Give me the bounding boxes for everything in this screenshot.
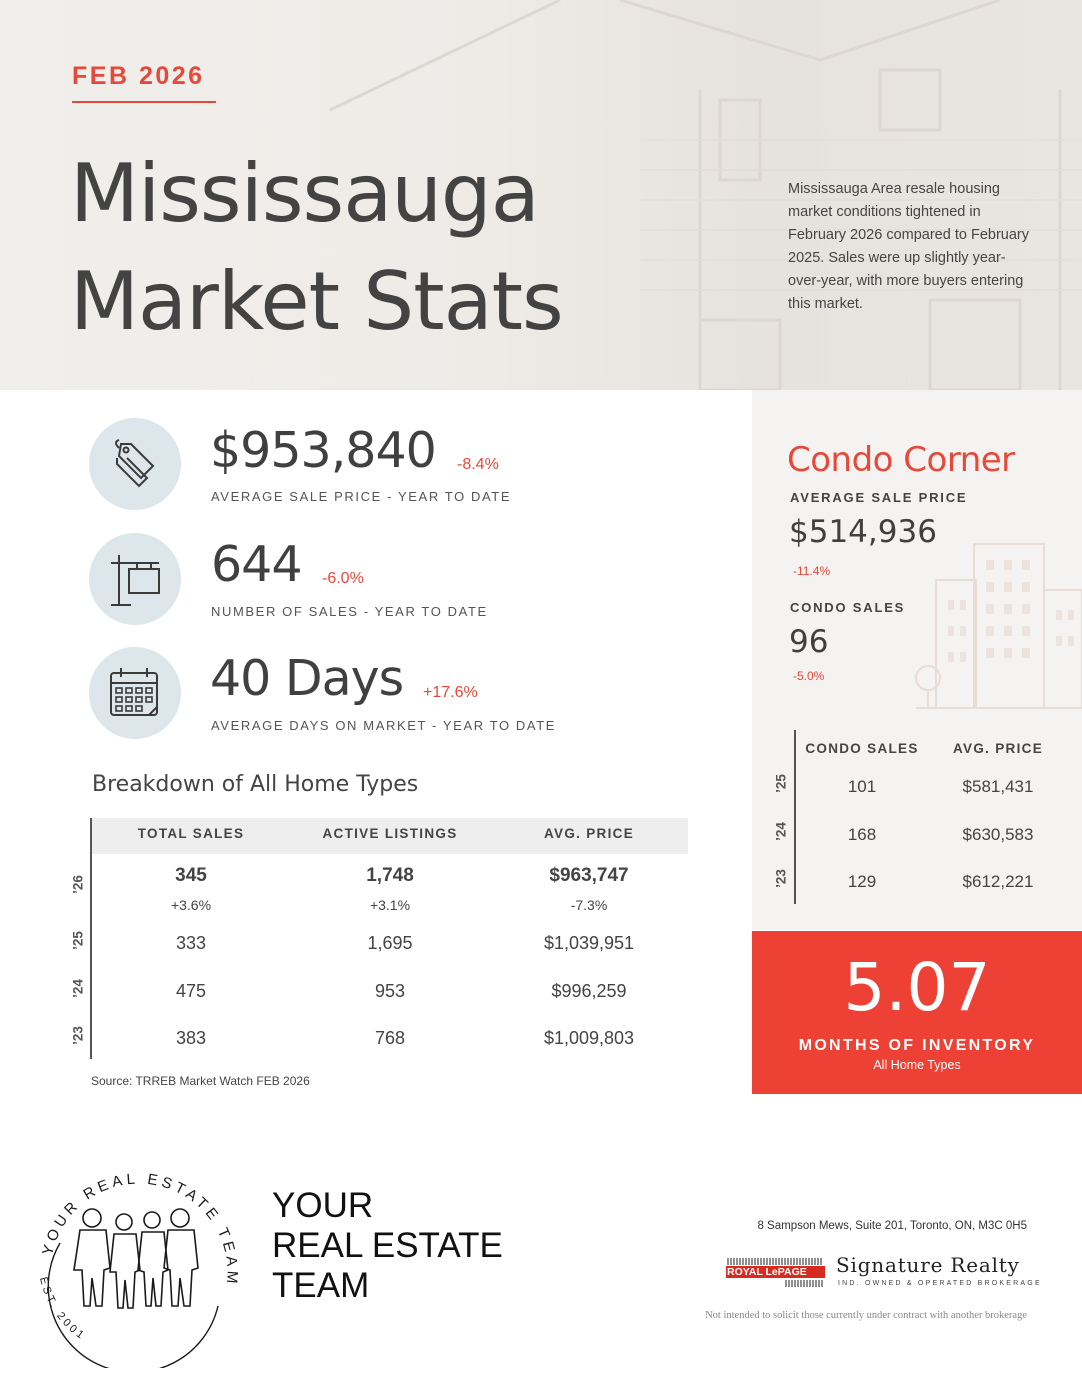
number-of-sales-change: -6.0% xyxy=(322,570,364,587)
header-active-listings: ACTIVE LISTINGS xyxy=(322,826,458,841)
condo-avg-price-value: $514,936 xyxy=(789,514,937,550)
brokerage-tagline: IND. OWNED & OPERATED BROKERAGE xyxy=(838,1280,1042,1287)
number-of-sales-label: NUMBER OF SALES - YEAR TO DATE xyxy=(211,604,488,619)
source-note: Source: TRREB Market Watch FEB 2026 xyxy=(91,1074,310,1088)
condo-table-cell: $581,431 xyxy=(962,777,1034,796)
condo-corner-title: Condo Corner xyxy=(787,440,1015,480)
team-name xyxy=(272,1186,503,1306)
table-cell: 953 xyxy=(374,981,406,1001)
table-cell: 383 xyxy=(175,1028,207,1048)
table-cell-change: +3.6% xyxy=(170,897,212,913)
condo-table-cell: 129 xyxy=(847,872,877,891)
table-cell: $996,259 xyxy=(551,981,627,1001)
condo-table-cell: 101 xyxy=(847,777,877,796)
avg-sale-price-change: -8.4% xyxy=(457,456,499,473)
table-cell: 768 xyxy=(374,1028,406,1048)
logo-est-text: EST. 2001 xyxy=(36,1275,89,1344)
months-of-inventory-value: 5.07 xyxy=(843,949,991,1026)
office-address: 8 Sampson Mews, Suite 201, Toronto, ON, M3C 0H5 xyxy=(757,1220,1027,1232)
condo-sales-label: CONDO SALES xyxy=(790,600,906,615)
for-sale-sign-icon xyxy=(89,533,181,625)
table-cell: 333 xyxy=(175,933,207,953)
brokerage-name: Signature Realty xyxy=(836,1253,1020,1277)
price-tag-icon xyxy=(89,418,181,510)
condo-avg-price-change: -11.4% xyxy=(793,564,831,578)
row-year-25: ’25 xyxy=(70,931,86,950)
hero-banner xyxy=(0,0,1082,390)
days-on-market-label: AVERAGE DAYS ON MARKET - YEAR TO DATE xyxy=(211,718,557,733)
table-cell: 1,748 xyxy=(366,865,414,886)
condo-sales-value: 96 xyxy=(789,624,829,660)
condo-row-year-24: ’24 xyxy=(773,822,789,841)
condo-row-year-23: ’23 xyxy=(773,869,789,888)
condo-avg-price-label: AVERAGE SALE PRICE xyxy=(790,490,968,505)
condo-table-cell: 168 xyxy=(847,825,877,844)
table-cell: $963,747 xyxy=(549,865,629,886)
title-line-1: Mississauga xyxy=(70,147,539,240)
period-underline xyxy=(72,101,216,103)
title-line-2: Market Stats xyxy=(70,255,563,348)
calendar-icon xyxy=(89,647,181,739)
header-total-sales: TOTAL SALES xyxy=(137,826,245,841)
row-year-26: ’26 xyxy=(70,875,86,894)
avg-sale-price-label: AVERAGE SALE PRICE - YEAR TO DATE xyxy=(211,489,512,504)
days-on-market-change: +17.6% xyxy=(423,684,478,701)
table-cell: 475 xyxy=(175,981,207,1001)
months-of-inventory-label: MONTHS OF INVENTORY xyxy=(798,1037,1036,1054)
condo-sales-change: -5.0% xyxy=(793,669,825,683)
row-year-23: ’23 xyxy=(70,1026,86,1045)
report-period: FEB 2026 xyxy=(72,62,205,90)
table-cell: $1,039,951 xyxy=(543,933,635,953)
people-silhouettes-icon xyxy=(74,1209,198,1308)
breakdown-title: Breakdown of All Home Types xyxy=(92,772,419,797)
condo-table-cell: $612,221 xyxy=(962,872,1034,891)
page-title xyxy=(70,140,563,356)
intro-paragraph: Mississauga Area resale housing market conditions tightened in February 2026 compared to February 2025. Sales were up slightly year-over-year, with more buyers entering this market. xyxy=(788,181,1029,312)
disclaimer: Not intended to solicit those currently under contract with another brokerage xyxy=(705,1310,1027,1321)
months-of-inventory-sublabel: All Home Types xyxy=(873,1058,961,1072)
avg-sale-price-value: $953,840 xyxy=(210,422,436,479)
table-cell: 345 xyxy=(175,865,207,886)
royal-lepage-logo: ROYAL LePAGE xyxy=(726,1266,825,1278)
condo-header-sales: CONDO SALES xyxy=(805,741,919,756)
table-cell-change: -7.3% xyxy=(570,897,608,913)
number-of-sales-value: 644 xyxy=(211,536,302,593)
team-name-line-2: REAL ESTATE xyxy=(272,1226,503,1265)
table-cell: $1,009,803 xyxy=(543,1028,635,1048)
condo-table-cell: $630,583 xyxy=(962,825,1034,844)
days-on-market-value: 40 Days xyxy=(210,650,404,707)
team-logo xyxy=(22,1138,252,1368)
table-cell-change: +3.1% xyxy=(369,897,411,913)
condo-row-year-25: ’25 xyxy=(773,774,789,793)
row-year-24: ’24 xyxy=(70,979,86,998)
months-of-inventory-box xyxy=(752,931,1082,1094)
logo-ring-text: YOUR REAL ESTATE TEAM xyxy=(39,1170,241,1288)
team-name-line-3: TEAM xyxy=(272,1266,370,1305)
condo-header-price: AVG. PRICE xyxy=(952,741,1043,756)
table-cell: 1,695 xyxy=(367,933,413,953)
header-avg-price: AVG. PRICE xyxy=(543,826,634,841)
team-name-line-1: YOUR xyxy=(272,1186,374,1225)
